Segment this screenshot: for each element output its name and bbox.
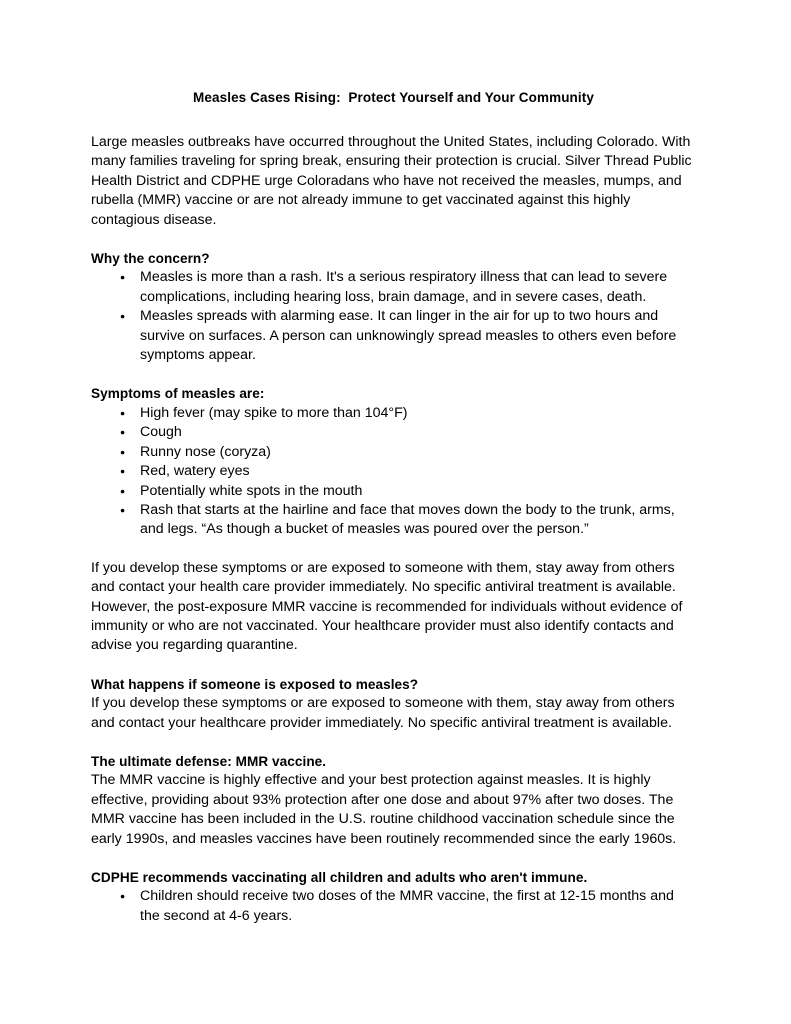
list-item: ● Potentially white spots in the mouth [91, 482, 696, 501]
list-item: ● Measles is more than a rash. It's a serious respiratory illness that can lead to severe complications, including hearing loss, brain damage, and in severe cases, death. [91, 268, 696, 307]
spacer [91, 849, 696, 868]
list-item: ● Measles spreads with alarming ease. It can linger in the air for up to two hours and survive on surfaces. A person can unknowingly spread measles to others even before symptoms appear. [91, 307, 696, 365]
heading-symptoms: Symptoms of measles are: [91, 386, 265, 402]
list-item: ● Children should receive two doses of the MMR vaccine, the first at 12-15 months and the second at 4-6 years. [91, 887, 696, 926]
list-item: ● Red, watery eyes [91, 462, 696, 481]
spacer [91, 733, 696, 752]
intro-paragraph: Large measles outbreaks have occurred throughout the United States, including Colorado. With many families traveling for spring break, ensuring their protection is crucial. Silver Thread Public Health District and CDPHE urge Coloradans who have not received the measles, mumps, and rubella (MMR) vaccine or are not already immune to get vaccinated against this highly contagious disease. [91, 134, 692, 228]
document-body [91, 88, 696, 926]
bullet-list-recommendations [91, 887, 696, 926]
spacer [91, 230, 696, 249]
bullet-list-symptoms [91, 404, 696, 540]
exposure-paragraph: If you develop these symptoms or are exposed to someone with them, stay away from others and contact your health care provider immediately. No specific antiviral treatment is available. However, the post-exposure MMR vaccine is recommended for individuals without evidence of immunity or who are not vaccinated. Your healthcare provider must also identify contacts and advise you regarding quarantine. [91, 559, 683, 654]
spacer [91, 540, 696, 559]
heading-ultimate-defense: The ultimate defense: MMR vaccine. [91, 753, 327, 769]
list-item: ● Runny nose (coryza) [91, 443, 696, 462]
list-item: ● Cough [91, 423, 696, 442]
list-item: ● High fever (may spike to more than 104°F) [91, 404, 696, 423]
heading-exposed-to-measles: What happens if someone is exposed to measles? [91, 676, 419, 692]
heading-why-the-concern: Why the concern? [91, 251, 210, 267]
heading-cdphe-recommends: CDPHE recommends vaccinating all children and adults who aren't immune. [91, 870, 588, 885]
bullet-list-why-the-concern [91, 268, 696, 365]
spacer [91, 656, 696, 675]
exposed-paragraph: If you develop these symptoms or are exposed to someone with them, stay away from others and contact your healthcare provider immediately. No specific antiviral treatment is available. [91, 695, 675, 731]
spacer [91, 365, 696, 384]
page-title: Measles Cases Rising: Protect Yourself and Your Community [193, 90, 594, 105]
list-item: ● Rash that starts at the hairline and face that moves down the body to the trunk, arms, and legs. “As though a bucket of measles was poured over the person.” [91, 501, 696, 540]
defense-paragraph: The MMR vaccine is highly effective and your best protection against measles. It is highly effective, providing about 93% protection after one dose and about 97% after two doses. The MMR vaccine has been included in the U.S. routine childhood vaccination schedule since the early 1990s, and measles vaccines have been routinely recommended since the early 1960s. [91, 772, 677, 847]
